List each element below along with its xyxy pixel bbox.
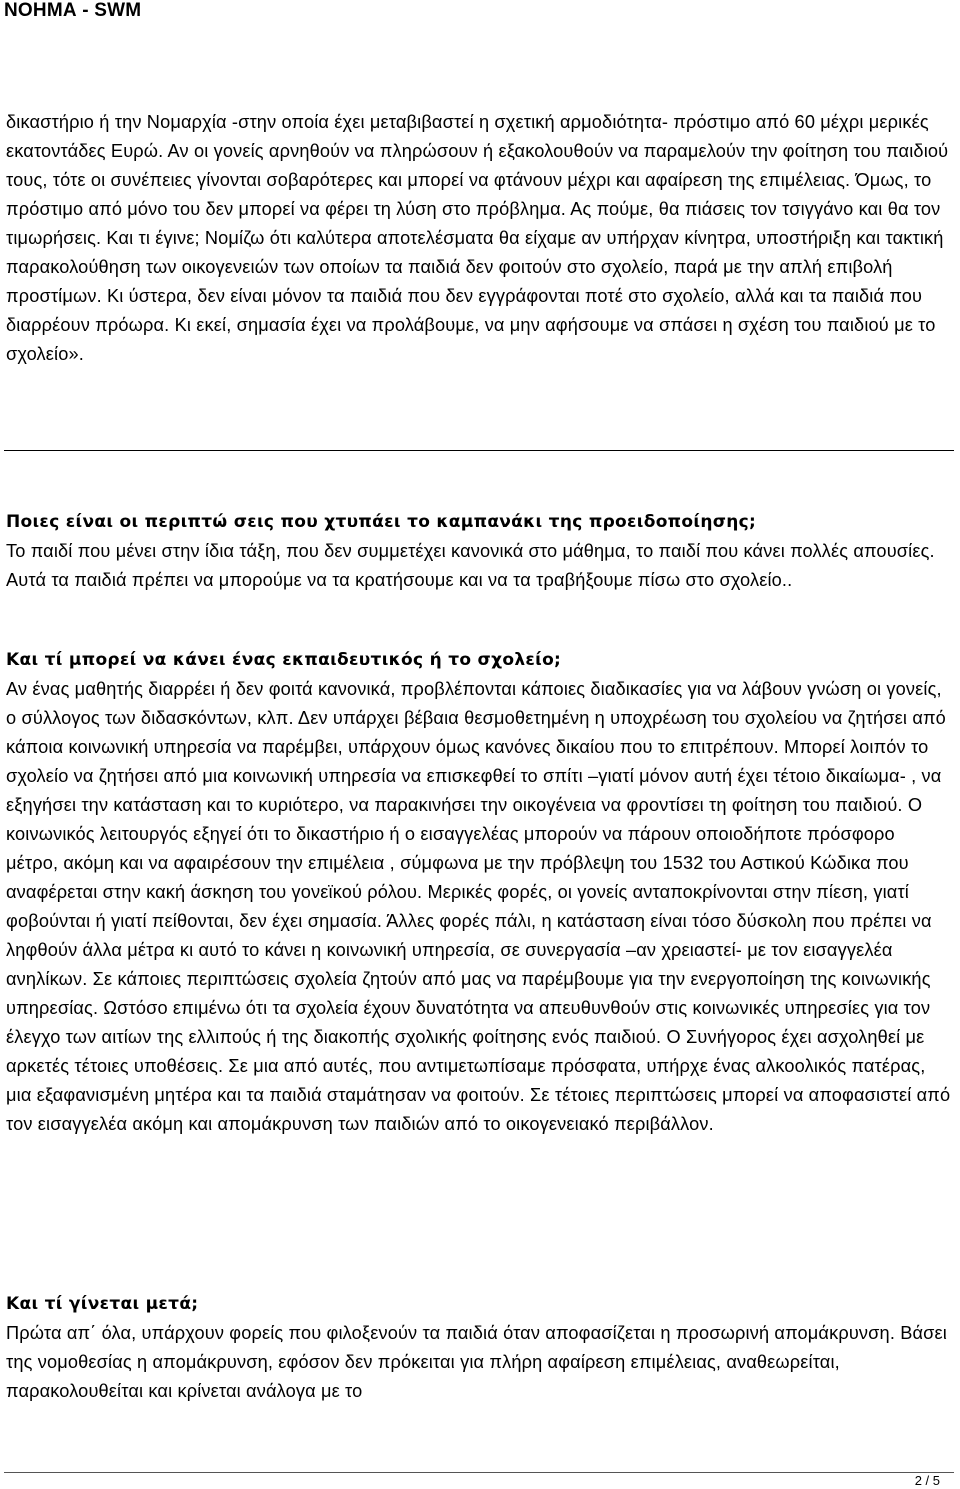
section-divider xyxy=(4,450,954,451)
intro-paragraph: δικαστήριο ή την Νομαρχία -στην οποία έχει μεταβιβαστεί η σχετική αρμοδιότητα- πρόστιμο από 60 μέχρι μερικές εκατοντάδες Ευρώ. Αν οι γονείς αρνηθούν να πληρώσουν ή εξακολουθούν να παραμελούν την φοίτηση του παιδιού τους, τότε οι συνέπειες γίνονται σοβαρότερες και μπορεί να φτάνουν μέχρι και αφαίρεση της επιμέλειας. Όμως, το πρόστιμο από μόνο του δεν μπορεί να φέρει τη λύση στο πρόβλημα. Ας πούμε, θα πιάσεις τον τσιγγάνο και θα τον τιμωρήσεις. Και τι έγινε; Νομίζω ότι καλύτερα αποτελέσματα θα είχαμε αν υπήρχαν κίνητρα, υποστήριξη και τακτική παρακολούθηση των οικογενειών των οποίων τα παιδιά δεν φοιτούν στο σχολείο, παρά με την απλή επιβολή προστίμων. Κι ύστερα, δεν είναι μόνον τα παιδιά που δεν εγγράφονται ποτέ στο σχολείο, αλλά και τα παιδιά που διαρρέουν πρόωρα. Κι εκεί, σημασία έχει να προλάβουμε, να μην αφήσουμε να σπάσει η σχέση του παιδιού με το σχολείο». xyxy=(6,112,949,364)
section-heading: Και τί μπορεί να κάνει ένας εκπαιδευτικός ή το σχολείο; xyxy=(6,650,562,670)
page-number: 2 / 5 xyxy=(914,1473,940,1488)
section-teacher-actions xyxy=(6,646,952,1139)
site-title: ΝΟΗΜΑ - SWM xyxy=(4,0,142,21)
section-heading: Ποιες είναι οι περιπτώ σεις που χτυπάει το καμπανάκι της προειδοποίησης; xyxy=(6,512,757,532)
section-warning-signs xyxy=(6,508,952,595)
section-body: Το παιδί που μένει στην ίδια τάξη, που δεν συμμετέχει κανονικά στο μάθημα, το παιδί που κάνει πολλές απουσίες. Αυτά τα παιδιά πρέπει να μπορούμε να τα κρατήσουμε και να τα τραβήξουμε πίσω στο σχολείο.. xyxy=(6,541,935,590)
section-what-next xyxy=(6,1290,952,1406)
section-body: Πρώτα απ΄ όλα, υπάρχουν φορείς που φιλοξενούν τα παιδιά όταν αποφασίζεται η προσωρινή απομάκρυνση. Βάσει της νομοθεσίας η απομάκρυνση, εφόσον δεν πρόκειται για πλήρη αφαίρεση επιμέλειας, αναθεωρείται, παρακολουθείται και κρίνεται ανάλογα με το xyxy=(6,1323,947,1401)
footer-divider xyxy=(4,1472,954,1473)
section-heading: Και τί γίνεται μετά; xyxy=(6,1294,199,1314)
section-body: Αν ένας μαθητής διαρρέει ή δεν φοιτά κανονικά, προβλέπονται κάποιες διαδικασίες για να λάβουν γνώση οι γονείς, ο σύλλογος των διδασκόντων, κλπ. Δεν υπάρχει βέβαια θεσμοθετημένη η υποχρέωση του σχολείου να ζητήσει από κάποια κοινωνική υπηρεσία να παρέμβει, υπάρχουν όμως κανόνες δικαίου που το επιτρέπουν. Μπορεί λοιπόν το σχολείο να ζητήσει από μια κοινωνική υπηρεσία να επισκεφθεί το σπίτι –γιατί μόνον αυτή έχει τέτοιο δικαίωμα- , να εξηγήσει την κατάσταση και το κυριότερο, να παρακινήσει την οικογένεια να φροντίσει τη φοίτηση του παιδιού. Ο κοινωνικός λειτουργός εξηγεί ότι το δικαστήριο ή ο εισαγγελέας μπορούν να πάρουν οποιοδήποτε πρόσφορο μέτρο, ακόμη και να αφαιρέσουν την επιμέλεια , σύμφωνα με την πρόβλεψη του 1532 του Αστικού Κώδικα που αναφέρεται στην κακή άσκηση του γονεϊκού ρόλου. Μερικές φορές, οι γονείς ανταποκρίνονται στην πίεση, γιατί φοβούνται ή γιατί πείθονται, δεν έχει σημασία. Άλλες φορές πάλι, η κατάσταση είναι τόσο δύσκολη που πρέπει να ληφθούν άλλα μέτρα κι αυτό το κάνει η κοινωνική υπηρεσία, σε συνεργασία –αν χρειαστεί- με τον εισαγγελέα ανηλίκων. Σε κάποιες περιπτώσεις σχολεία ζητούν από μας να παρέμβουμε για την ενεργοποίηση της κοινωνικής υπηρεσίας. Ωστόσο επιμένω ότι τα σχολεία έχουν δυνατότητα να απευθυνθούν στις κοινωνικές υπηρεσίες για τον έλεγχο των αιτίων της ελλιπούς ή της διακοπής σχολικής φοίτησης ενός παιδιού. Ο Συνήγορος έχει ασχοληθεί με αρκετές τέτοιες υποθέσεις. Σε μια από αυτές, που αντιμετωπίσαμε πρόσφατα, υπήρχε ένας αλκοολικός πατέρας, μια εξαφανισμένη μητέρα και τα παιδιά σταμάτησαν να φοιτούν. Σε τέτοιες περιπτώσεις μπορεί να αποφασιστεί από τον εισαγγελέα ακόμη και απομάκρυνση των παιδιών από το οικογενειακό περιβάλλον. xyxy=(6,679,951,1134)
intro-block xyxy=(6,108,952,369)
